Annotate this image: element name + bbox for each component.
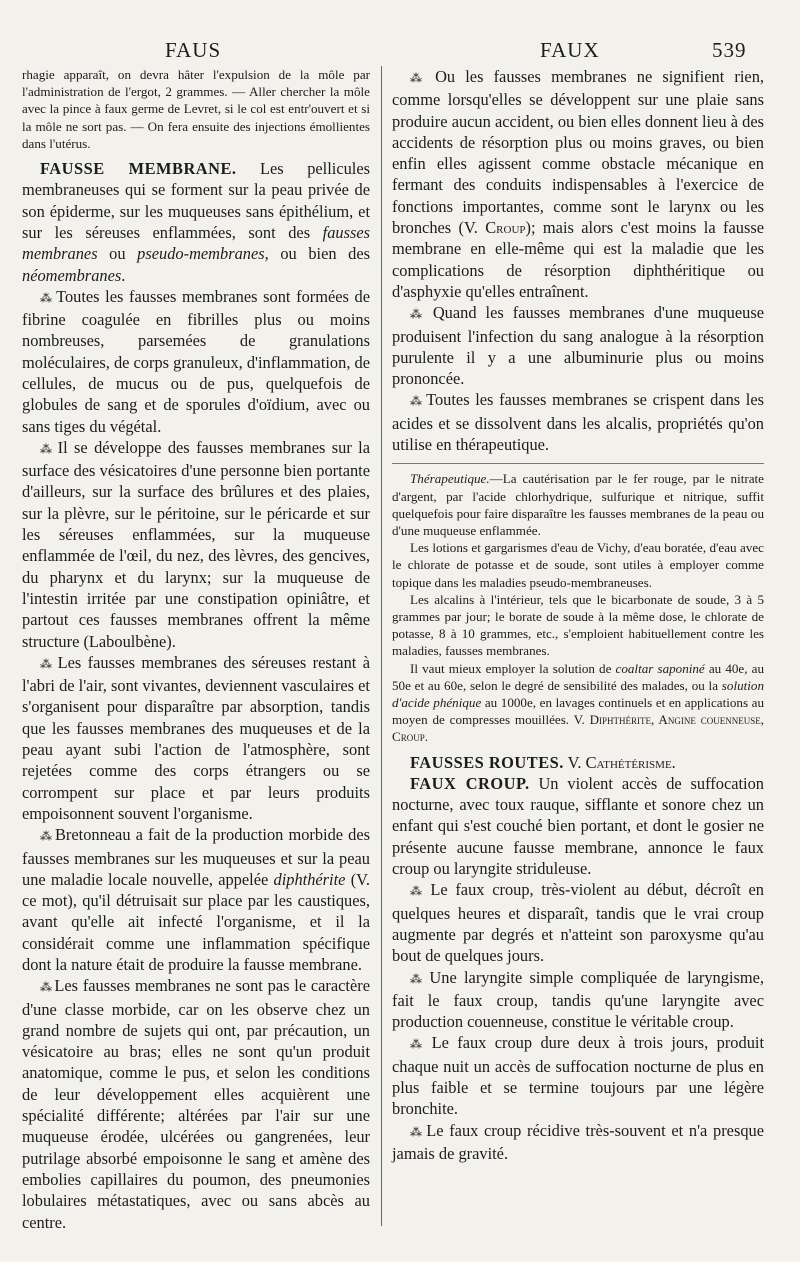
paragraph: ⁂ Une laryngite simple compliquée de laryngisme, fait le faux croup, tandis qu'une laryngite avec production couenneuse, constitue le véritable croup. <box>392 967 765 1032</box>
paragraph: ⁂ Ou les fausses membranes ne signifient rien, comme lorsqu'elles se développent sur une plaie sans produire aucun accident, ou bien elles donnent lieu à des accidents de résorption plus ou moins graves, ou bien enfin elles agissent comme obstacle mécanique en fermant des conduits indispensables à l'exercice de fonctions importantes, comme sont le larynx ou les bronches (V. Croup); mais alors c'est moins la fausse membrane en elle-même qui est la maladie que les complications de résorption diphthéritique ou d'asphyxie qu'elles entraînent. <box>392 67 764 301</box>
entry-title: FAUX CROUP. <box>410 773 530 793</box>
paragraph: ⁂ Toutes les fausses membranes sont formées de fibrine coagulée en fibrilles plus ou moins nombreuses, parsemées de granulations moléculaires, de corps granuleux, d'inflammation, de cellules, de mucus ou de pus, quelquefois de globules de sang et de sporules d'oïdium, avec ou sans tiges du végétal. <box>22 286 371 436</box>
paragraph: ⁂ Le faux croup dure deux à trois jours, produit chaque nuit un accès de suffocation nocturne de plus en plus faible et se termine toujours par une légère bronchite. <box>392 1033 765 1119</box>
asterism-icon: ⁂ <box>40 829 55 844</box>
section-rule <box>392 463 764 464</box>
paragraph: ⁂ Les fausses membranes des séreuses restant à l'abri de l'air, sont vivantes, deviennent vasculaires et s'organisent pour disparaître par absorption, tandis que les fausses membranes des muqueuses et de la peau ayant subi l'action de l'atmosphère, sont rejetées comme des corps étrangers ou se corrompent sur place et par leurs produits empoisonnent souvent l'organisme. <box>22 652 370 823</box>
asterism-icon: ⁂ <box>40 980 55 995</box>
paragraph: ⁂ Bretonneau a fait de la production morbide des fausses membranes sur les muqueuses et sur la peau une maladie locale nouvelle, appelée diphthérite (V. ce mot), qu'il détruisait sur place par les caustiques, avant qu'elle ait infecté l'organisme, et il la considérait comme une inflammation spécifique dont la nature était de produire la fausse membrane. <box>22 825 370 974</box>
column-divider <box>381 66 382 1226</box>
asterism-icon: ⁂ <box>410 394 427 409</box>
paragraph: ⁂ Les fausses membranes ne sont pas le caractère d'une classe morbide, car on les observe chez un grand nombre de sujets qui ont, par précaution, un vésicatoire au bras; elles ne sont qu'un produit anatomique, comme le pus, et selon les conditions de leur développement elles acquièrent une spécialité différente; altérées par l'air sur une muqueuse érodée, ulcérées ou gangrenées, leur putrilage absorbé empoisonne le sang et amène des embolies capillaires du poumon, des pneumonies lobulaires métastatiques, avec ou sans abcès au centre. <box>22 976 370 1232</box>
asterism-icon: ⁂ <box>410 971 430 986</box>
asterism-icon: ⁂ <box>410 71 436 85</box>
asterism-icon: ⁂ <box>40 290 57 305</box>
therapy-paragraph: Thérapeutique.—La cautérisation par le fer rouge, par le nitrate d'argent, par l'acide chlorhydrique, sulfurique et nitrique, suffit quelquefois pour faire disparaître les fausses membranes de la peau ou d'une muqueuse enflammée. <box>392 471 764 538</box>
asterism-icon: ⁂ <box>410 1037 432 1052</box>
header-center-word: FAUX <box>540 38 600 62</box>
page-number: 539 <box>712 38 747 62</box>
header-left-word: FAUS <box>165 38 222 62</box>
asterism-icon: ⁂ <box>410 1124 427 1139</box>
right-column <box>392 66 764 1164</box>
therapy-paragraph: Les alcalins à l'intérieur, tels que le bicarbonate de soude, 3 à 5 grammes par jour; le borate de soude à la même dose, le chlorate de potasse, 8 à 10 grammes, etc., s'emploient habituellement contre les maladies, fausses membranes. <box>392 591 764 659</box>
asterism-icon: ⁂ <box>410 884 431 899</box>
running-header <box>0 38 800 68</box>
therapy-paragraph: Les lotions et gargarismes d'eau de Vichy, d'eau boratée, d'eau avec le chlorate de potasse et de soude, sont utiles à employer comme topique dans les maladies pseudo-membraneuses. <box>392 540 764 590</box>
asterism-icon: ⁂ <box>40 441 58 456</box>
therapy-paragraph: Il vaut mieux employer la solution de coaltar saponiné au 40e, au 50e et au 60e, selon le degré de sensibilité des malades, ou la solution d'acide phénique au 1000e, en lavages continuels et en applications au moyen de compresses mouillées. V. Diphthérite, Angine couenneuse, Croup. <box>392 660 764 745</box>
paragraph: ⁂ Le faux croup récidive très-souvent et n'a presque jamais de gravité. <box>392 1120 764 1163</box>
entry-faux-croup: FAUX CROUP. Un violent accès de suffocation nocturne, avec toux rauque, sifflante et sonore chez un enfant qui s'est couché bien portant, et dont le gosier ne présente aucune fausse membrane, annonce le faux croup ou laryngite striduleuse. <box>392 773 764 879</box>
asterism-icon: ⁂ <box>40 656 58 671</box>
paragraph: ⁂ Le faux croup, très-violent au début, décroît en quelques heures et disparaît, tandis que le vrai croup augmente par degrés et n'atteint son paroxysme qu'au bout de quelques jours. <box>392 880 764 966</box>
continued-paragraph: rhagie apparaît, on devra hâter l'expulsion de la môle par l'administration de l'ergot, 2 grammes. — Aller chercher la môle avec la pince à faux germe de Levret, si le col est entr'ouvert et si la môle ne sort pas. — On fera ensuite des injections émollientes dans l'utérus. <box>22 67 370 151</box>
paragraph: ⁂ Quand les fausses membranes d'une muqueuse produisent l'infection du sang analogue à la résorption purulente il y a une albuminurie plus ou moins prononcée. <box>392 303 764 389</box>
entry-title: FAUSSE MEMBRANE. <box>40 159 237 179</box>
paragraph: ⁂ Il se développe des fausses membranes sur la surface des vésicatoires d'une personne bien portante d'ailleurs, sur la surface des brûlures et des plaies, sur la plèvre, sur le péritoine, sur le péricarde et sur les séreuses enflammées, sur la muqueuse enflammée de l'œil, du nez, des lèvres, des gencives, du pharynx et du larynx; sur la muqueuse de l'intestin irritée par une constipation opiniâtre, et partout ces fausses membranes offrent la même structure (Laboulbène). <box>22 437 371 651</box>
entry-fausse-membrane: FAUSSE MEMBRANE. Les pellicules membraneuses qui se forment sur la peau privée de son épiderme, sur les muqueuses sans épithélium, et sur les séreuses enflammées, sont des fausses membranes ou pseudo-membranes, ou bien des néomembranes. <box>22 159 371 285</box>
paragraph: ⁂ Toutes les fausses membranes se crispent dans les acides et se dissolvent dans les alcalis, propriétés qu'on utilise en thérapeutique. <box>392 390 764 455</box>
asterism-icon: ⁂ <box>410 307 433 322</box>
left-column <box>22 66 370 1233</box>
entry-fausses-routes: FAUSSES ROUTES. V. Cathétérisme. <box>410 752 676 772</box>
entry-title: FAUSSES ROUTES. <box>410 752 564 772</box>
